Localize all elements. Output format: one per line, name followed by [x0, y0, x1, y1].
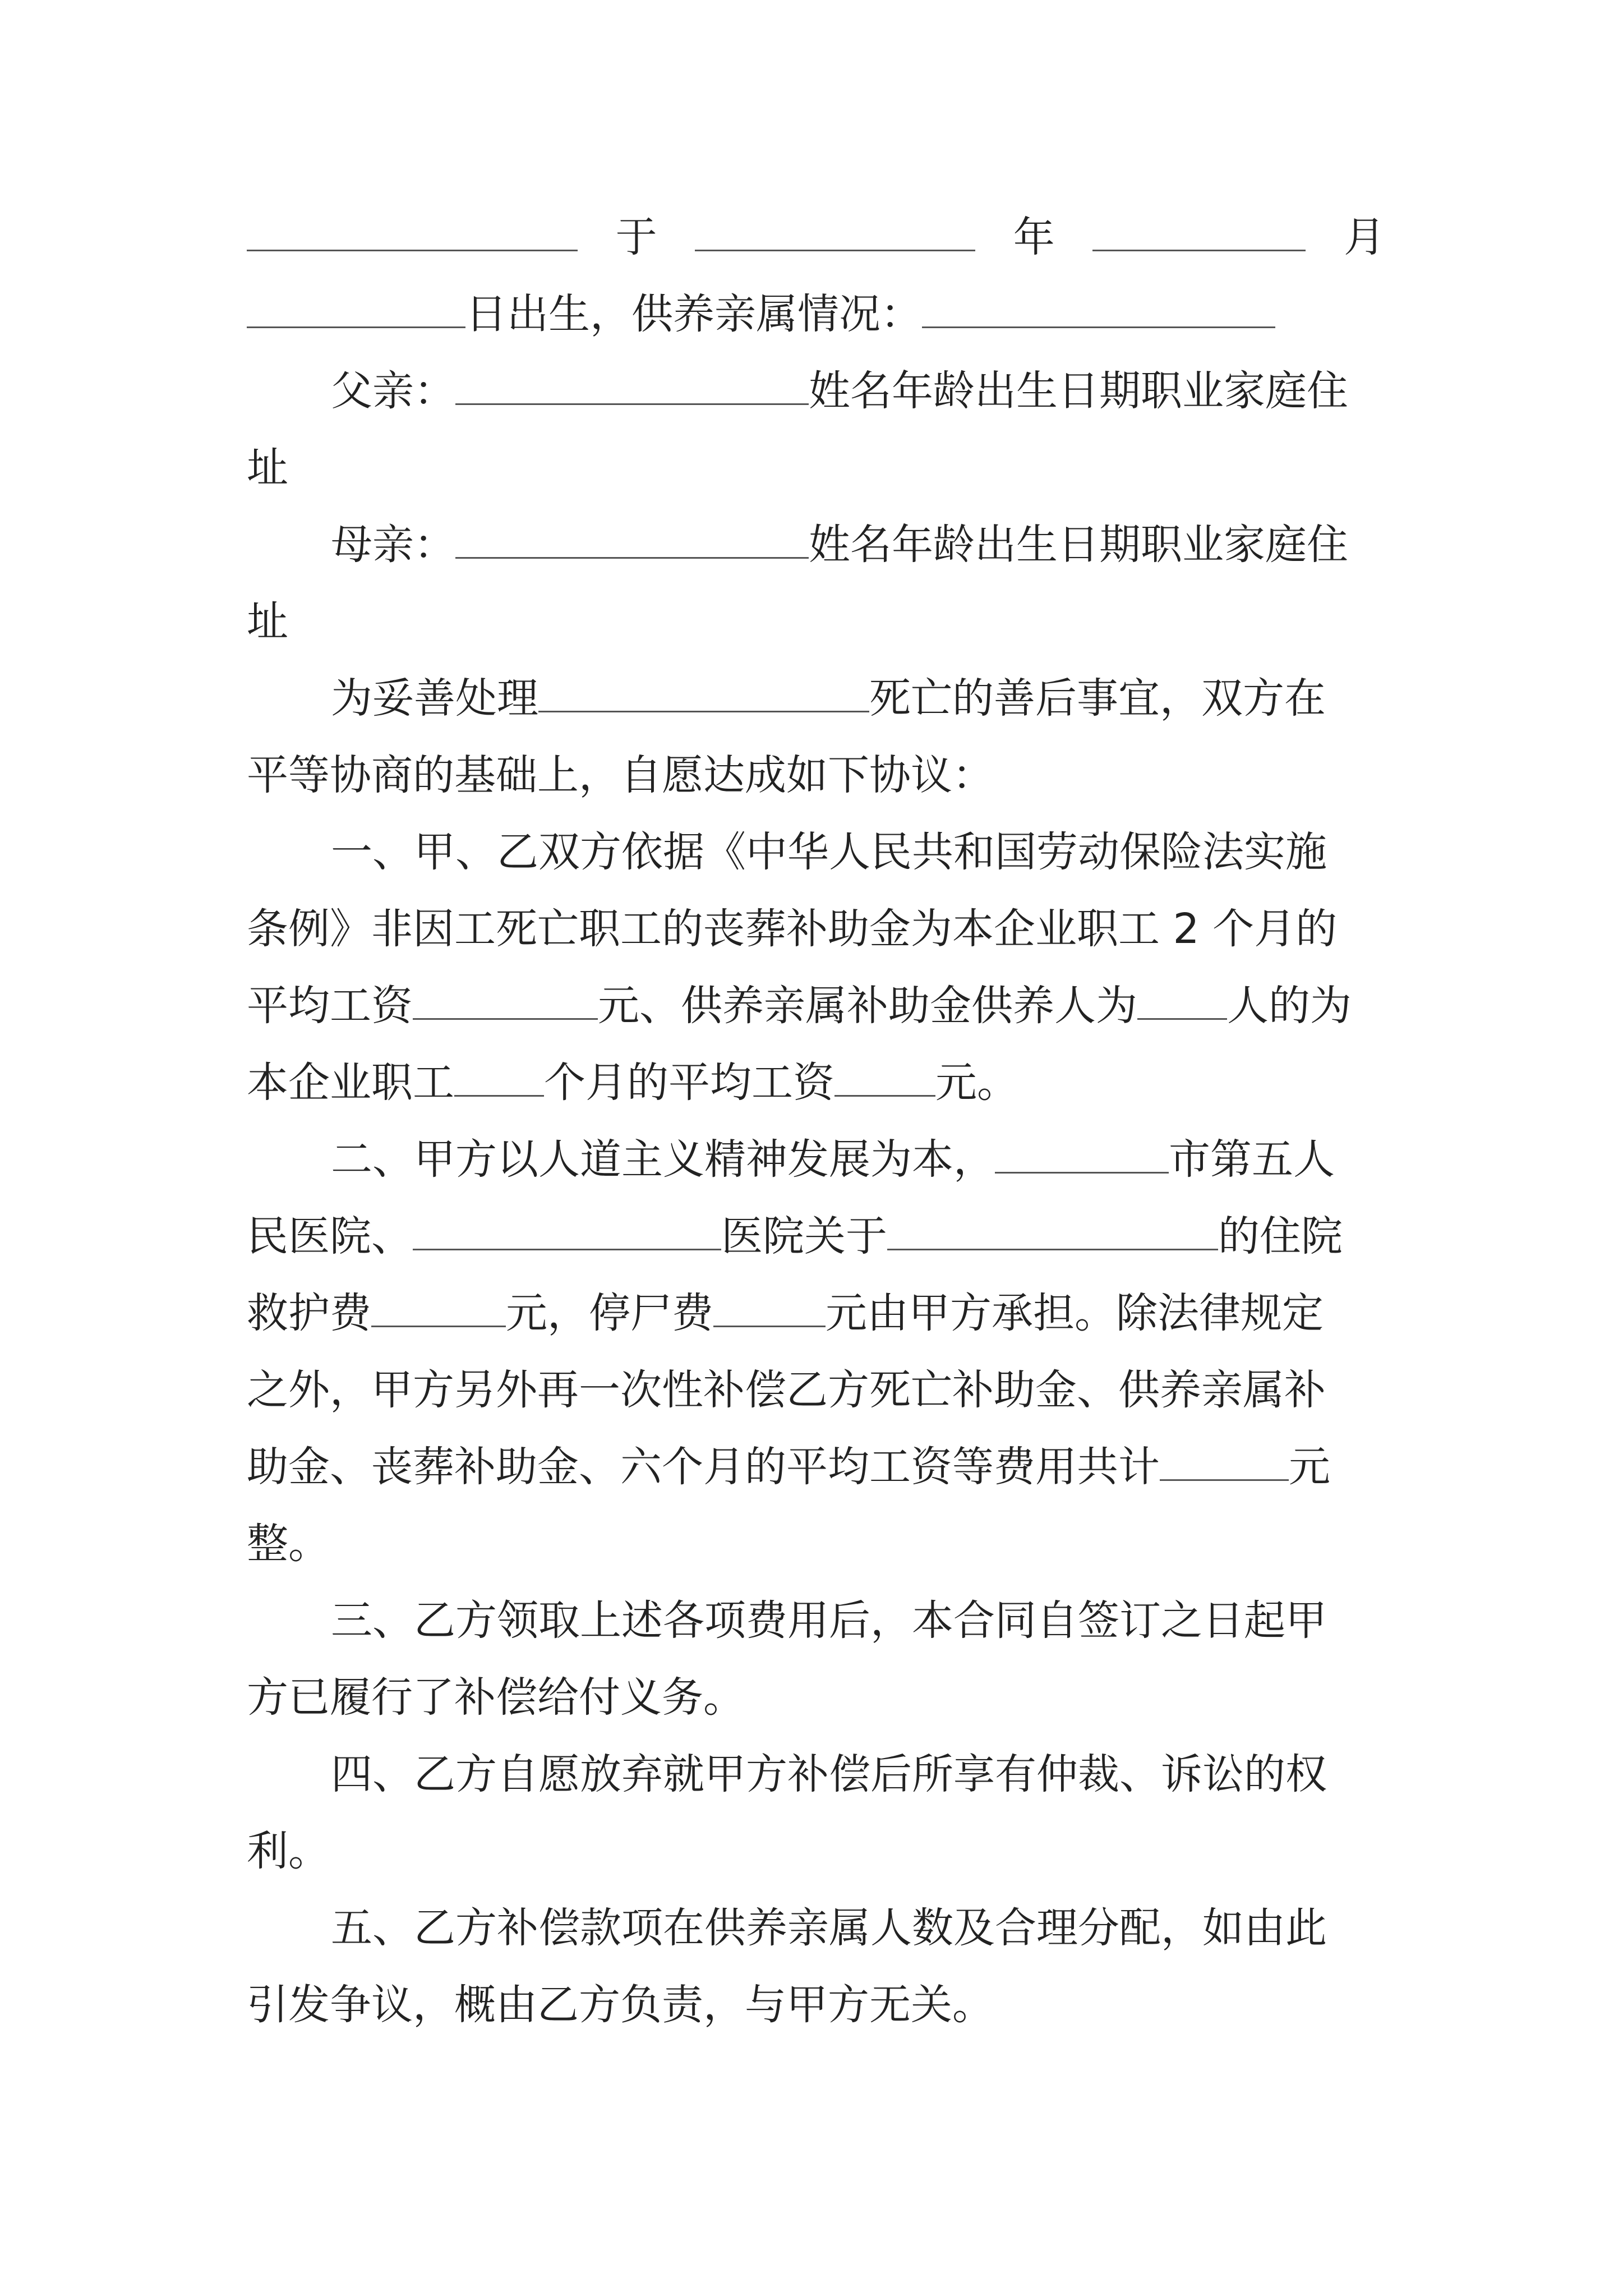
father-line-wrap — [247, 430, 1385, 507]
months-blank[interactable] — [454, 1061, 544, 1097]
clause3-l1: 三、乙方领取上述各项费用后，本合同自签订之日起甲 — [331, 1596, 1327, 1645]
clause5-line-2 — [247, 1967, 1385, 2044]
clause2-line-3 — [247, 1275, 1385, 1352]
text-yu: 于 — [615, 213, 657, 261]
clause2-line-2 — [247, 1198, 1385, 1275]
birth-date-line — [247, 199, 1385, 276]
mother-fields: 姓名年龄出生日期职业家庭住 — [809, 521, 1348, 569]
clause2-l1a: 二、甲方以人道主义精神发展为本， — [331, 1135, 995, 1184]
clause1-line-4 — [247, 1045, 1385, 1121]
father-wrap: 址 — [247, 444, 288, 492]
rescue-fee-blank[interactable] — [371, 1292, 506, 1327]
clause1-l3c: 人的为 — [1227, 982, 1352, 1030]
mother-line — [247, 507, 1385, 583]
clause3-line-1 — [247, 1582, 1385, 1659]
dependent-allowance-blank[interactable] — [834, 1061, 935, 1097]
father-blank[interactable] — [455, 370, 809, 405]
clause2-l5a: 助金、丧葬补助金、六个月的平均工资等费用共计 — [247, 1443, 1160, 1491]
mother-wrap: 址 — [247, 597, 288, 646]
clause5-l2: 引发争议，概由乙方负责，与甲方无关。 — [247, 1981, 994, 2029]
clause2-l3b: 元，停尸费 — [506, 1289, 713, 1337]
clause4-line-2 — [247, 1813, 1385, 1890]
deceased-blank[interactable] — [538, 677, 869, 712]
clause3-l2: 方已履行了补偿给付义务。 — [247, 1673, 745, 1722]
avg-wage-blank[interactable] — [413, 984, 598, 1020]
clause4-l2: 利。 — [247, 1827, 330, 1875]
clause2-l6: 整。 — [247, 1520, 330, 1568]
clause2-l2c: 的住院 — [1218, 1212, 1343, 1260]
mother-label: 母亲： — [331, 521, 455, 569]
clause1-line-2 — [247, 891, 1385, 968]
clause1-line-1 — [247, 814, 1385, 891]
dependents-blank[interactable] — [922, 293, 1275, 328]
clause2-l1b: 市第五人 — [1169, 1135, 1335, 1184]
father-fields: 姓名年龄出生日期职业家庭住 — [809, 367, 1348, 415]
clause2-l4: 之外，甲方另外再一次性补偿乙方死亡补助金、供养亲属补 — [247, 1366, 1326, 1414]
clause2-line-1 — [247, 1121, 1385, 1198]
intro-b: 死亡的善后事宜，双方在 — [869, 674, 1326, 723]
clause2-l5b: 元 — [1289, 1443, 1330, 1491]
clause2-l3a: 救护费 — [247, 1289, 371, 1337]
year-blank[interactable] — [695, 216, 975, 251]
clause3-line-2 — [247, 1659, 1385, 1736]
dependents-label: 日出生，供养亲属情况： — [465, 290, 922, 338]
father-line — [247, 353, 1385, 430]
text-yue: 月 — [1343, 213, 1385, 261]
father-label: 父亲： — [331, 367, 455, 415]
intro-line-1 — [247, 660, 1385, 737]
clause1-line-3 — [247, 968, 1385, 1045]
clause1-l3a: 平均工资 — [247, 982, 413, 1030]
morgue-fee-blank[interactable] — [713, 1292, 826, 1327]
clause1-l4b: 个月的平均工资 — [544, 1059, 834, 1107]
month-blank[interactable] — [1092, 216, 1306, 251]
clause2-l2a: 民医院、 — [247, 1212, 413, 1260]
day-blank[interactable] — [247, 293, 465, 328]
clause1-l3b: 元、供养亲属补助金供养人为 — [598, 982, 1137, 1030]
patient-blank[interactable] — [887, 1215, 1218, 1250]
mother-line-wrap — [247, 583, 1385, 660]
clause4-l1: 四、乙方自愿放弃就甲方补偿后所享有仲裁、诉讼的权 — [331, 1750, 1327, 1798]
dependents-count-blank[interactable] — [1137, 984, 1227, 1020]
city-blank[interactable] — [995, 1138, 1169, 1174]
total-amount-blank[interactable] — [1160, 1446, 1289, 1481]
text-nian: 年 — [1013, 213, 1055, 261]
clause1-l4c: 元。 — [935, 1059, 1018, 1107]
clause5-l1: 五、乙方补偿款项在供养亲属人数及合理分配，如由此 — [331, 1904, 1327, 1952]
clause5-line-1 — [247, 1890, 1385, 1967]
clause2-line-6 — [247, 1506, 1385, 1582]
clause1-l2: 条例》非因工死亡职工的丧葬补助金为本企业职工 2 个月的 — [247, 905, 1338, 953]
clause2-l3c: 元由甲方承担。除法律规定 — [826, 1289, 1324, 1337]
dependents-line — [247, 276, 1385, 353]
clause1-l4a: 本企业职工 — [247, 1059, 454, 1107]
name-blank[interactable] — [247, 216, 578, 251]
intro-line-2 — [247, 737, 1385, 814]
intro-a: 为妥善处理 — [331, 674, 538, 723]
clause2-line-4 — [247, 1352, 1385, 1429]
clause2-l2b: 医院关于 — [721, 1212, 887, 1260]
contract-body — [247, 199, 1385, 2044]
intro-c: 平等协商的基础上，自愿达成如下协议： — [247, 751, 994, 799]
mother-blank[interactable] — [455, 523, 809, 559]
clause4-line-1 — [247, 1736, 1385, 1813]
clause2-line-5 — [247, 1429, 1385, 1506]
hospital-blank[interactable] — [413, 1215, 721, 1250]
clause1-l1: 一、甲、乙双方依据《中华人民共和国劳动保险法实施 — [331, 828, 1327, 876]
